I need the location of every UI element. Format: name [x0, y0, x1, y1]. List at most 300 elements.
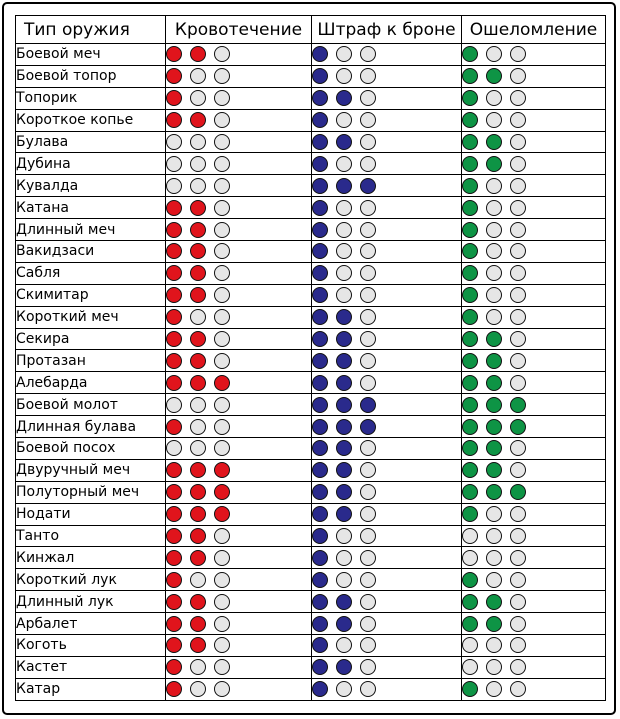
bleeding-dot-empty	[214, 178, 230, 194]
bleeding-dot-filled	[166, 222, 182, 238]
armor-penalty-dot-filled	[336, 309, 352, 325]
armor-penalty-rating	[312, 547, 462, 569]
armor-penalty-dot-filled	[312, 528, 328, 544]
bleeding-dot-empty	[214, 90, 230, 106]
bleeding-dot-empty	[190, 309, 206, 325]
bleeding-dot-filled	[190, 637, 206, 653]
armor-penalty-dot-empty	[336, 112, 352, 128]
bleeding-dot-filled	[166, 616, 182, 632]
weapon-name: Боевой посох	[16, 438, 166, 460]
stun-rating	[462, 65, 606, 87]
bleeding-dot-filled	[190, 265, 206, 281]
bleeding-dot-empty	[214, 659, 230, 675]
stun-dot-filled	[462, 484, 478, 500]
stun-dot-filled	[462, 90, 478, 106]
weapon-name: Кинжал	[16, 547, 166, 569]
bleeding-rating	[166, 175, 312, 197]
stun-dot-empty	[486, 681, 502, 697]
stun-dot-filled	[462, 331, 478, 347]
armor-penalty-dot-empty	[360, 440, 376, 456]
bleeding-dot-empty	[190, 440, 206, 456]
weapon-name: Короткое копье	[16, 109, 166, 131]
stun-rating	[462, 416, 606, 438]
weapon-name: Полуторный меч	[16, 481, 166, 503]
armor-penalty-dot-empty	[336, 572, 352, 588]
weapon-name: Коготь	[16, 635, 166, 657]
armor-penalty-dot-empty	[360, 243, 376, 259]
armor-penalty-dot-filled	[312, 550, 328, 566]
bleeding-dot-empty	[190, 572, 206, 588]
armor-penalty-rating	[312, 197, 462, 219]
stun-dot-empty	[486, 243, 502, 259]
bleeding-dot-empty	[214, 616, 230, 632]
weapon-name: Короткий лук	[16, 569, 166, 591]
table-row	[16, 284, 606, 306]
stun-dot-empty	[510, 616, 526, 632]
weapon-name: Сабля	[16, 262, 166, 284]
armor-penalty-rating	[312, 219, 462, 241]
stun-dot-empty	[510, 265, 526, 281]
weapon-name: Булава	[16, 131, 166, 153]
stun-dot-filled	[486, 462, 502, 478]
stun-dot-filled	[462, 419, 478, 435]
armor-penalty-rating	[312, 350, 462, 372]
bleeding-rating	[166, 525, 312, 547]
stun-dot-empty	[486, 200, 502, 216]
stun-dot-empty	[510, 200, 526, 216]
weapon-name: Короткий меч	[16, 306, 166, 328]
stun-dot-filled	[510, 484, 526, 500]
stun-dot-empty	[510, 506, 526, 522]
armor-penalty-dot-filled	[312, 156, 328, 172]
bleeding-dot-empty	[166, 134, 182, 150]
header-armor-penalty: Штраф к броне	[312, 16, 462, 44]
bleeding-dot-empty	[214, 528, 230, 544]
armor-penalty-rating	[312, 416, 462, 438]
stun-dot-filled	[486, 331, 502, 347]
bleeding-dot-empty	[214, 331, 230, 347]
bleeding-dot-filled	[166, 46, 182, 62]
bleeding-dot-empty	[214, 550, 230, 566]
bleeding-rating	[166, 569, 312, 591]
bleeding-dot-filled	[190, 287, 206, 303]
bleeding-dot-empty	[166, 397, 182, 413]
armor-penalty-rating	[312, 613, 462, 635]
stun-rating	[462, 569, 606, 591]
stun-dot-empty	[486, 528, 502, 544]
bleeding-dot-empty	[214, 594, 230, 610]
stun-rating	[462, 306, 606, 328]
bleeding-dot-filled	[190, 506, 206, 522]
stun-dot-empty	[510, 178, 526, 194]
bleeding-dot-filled	[166, 659, 182, 675]
stun-dot-empty	[510, 594, 526, 610]
bleeding-dot-filled	[166, 243, 182, 259]
stun-rating	[462, 153, 606, 175]
weapon-name: Танто	[16, 525, 166, 547]
armor-penalty-dot-filled	[312, 594, 328, 610]
armor-penalty-dot-filled	[336, 134, 352, 150]
bleeding-dot-filled	[214, 506, 230, 522]
stun-dot-filled	[462, 156, 478, 172]
bleeding-rating	[166, 306, 312, 328]
table-row	[16, 44, 606, 66]
stun-dot-empty	[486, 287, 502, 303]
armor-penalty-rating	[312, 262, 462, 284]
bleeding-rating	[166, 591, 312, 613]
armor-penalty-dot-filled	[336, 594, 352, 610]
bleeding-rating	[166, 416, 312, 438]
armor-penalty-dot-empty	[360, 616, 376, 632]
stun-dot-empty	[510, 462, 526, 478]
bleeding-dot-empty	[190, 681, 206, 697]
stun-dot-filled	[462, 46, 478, 62]
armor-penalty-dot-filled	[360, 419, 376, 435]
header-bleeding: Кровотечение	[166, 16, 312, 44]
weapon-name: Катана	[16, 197, 166, 219]
armor-penalty-dot-filled	[336, 616, 352, 632]
armor-penalty-dot-empty	[336, 243, 352, 259]
stun-dot-filled	[462, 616, 478, 632]
bleeding-rating	[166, 438, 312, 460]
weapon-name: Длинный лук	[16, 591, 166, 613]
table-row	[16, 394, 606, 416]
stun-dot-filled	[462, 200, 478, 216]
bleeding-rating	[166, 87, 312, 109]
armor-penalty-dot-filled	[336, 90, 352, 106]
table-row	[16, 197, 606, 219]
stun-rating	[462, 481, 606, 503]
stun-dot-empty	[486, 112, 502, 128]
stun-dot-empty	[510, 46, 526, 62]
armor-penalty-dot-empty	[360, 550, 376, 566]
table-row	[16, 241, 606, 263]
stun-dot-empty	[462, 637, 478, 653]
bleeding-dot-empty	[214, 287, 230, 303]
bleeding-dot-filled	[190, 484, 206, 500]
bleeding-dot-filled	[190, 331, 206, 347]
bleeding-dot-filled	[166, 506, 182, 522]
stun-dot-filled	[462, 134, 478, 150]
stun-dot-filled	[510, 419, 526, 435]
weapon-name: Кувалда	[16, 175, 166, 197]
bleeding-dot-empty	[190, 178, 206, 194]
armor-penalty-dot-filled	[312, 200, 328, 216]
armor-penalty-dot-empty	[336, 528, 352, 544]
bleeding-dot-empty	[166, 156, 182, 172]
weapon-name: Скимитар	[16, 284, 166, 306]
armor-penalty-dot-empty	[360, 462, 376, 478]
bleeding-dot-filled	[190, 594, 206, 610]
stun-dot-empty	[462, 528, 478, 544]
bleeding-dot-filled	[214, 375, 230, 391]
bleeding-dot-filled	[190, 46, 206, 62]
armor-penalty-rating	[312, 306, 462, 328]
weapon-name: Вакидзаси	[16, 241, 166, 263]
stun-rating	[462, 394, 606, 416]
stun-dot-filled	[486, 440, 502, 456]
stun-rating	[462, 547, 606, 569]
table-row	[16, 569, 606, 591]
stun-dot-filled	[486, 375, 502, 391]
table-body	[16, 44, 606, 701]
stun-rating	[462, 350, 606, 372]
stun-dot-empty	[510, 637, 526, 653]
weapon-name: Длинная булава	[16, 416, 166, 438]
stun-dot-empty	[486, 309, 502, 325]
stun-rating	[462, 284, 606, 306]
stun-dot-empty	[510, 90, 526, 106]
stun-dot-empty	[510, 243, 526, 259]
stun-dot-empty	[510, 572, 526, 588]
bleeding-rating	[166, 678, 312, 700]
armor-penalty-dot-filled	[312, 419, 328, 435]
weapon-name: Боевой меч	[16, 44, 166, 66]
bleeding-rating	[166, 131, 312, 153]
armor-penalty-rating	[312, 328, 462, 350]
bleeding-dot-filled	[190, 353, 206, 369]
armor-penalty-rating	[312, 153, 462, 175]
stun-dot-empty	[510, 659, 526, 675]
stun-rating	[462, 197, 606, 219]
stun-dot-filled	[462, 353, 478, 369]
weapon-name: Дубина	[16, 153, 166, 175]
stun-rating	[462, 219, 606, 241]
stun-rating	[462, 635, 606, 657]
weapon-name: Арбалет	[16, 613, 166, 635]
bleeding-dot-filled	[214, 462, 230, 478]
armor-penalty-dot-empty	[336, 287, 352, 303]
table-row	[16, 350, 606, 372]
armor-penalty-dot-filled	[312, 265, 328, 281]
armor-penalty-rating	[312, 65, 462, 87]
armor-penalty-rating	[312, 525, 462, 547]
armor-penalty-dot-filled	[336, 353, 352, 369]
bleeding-dot-empty	[214, 112, 230, 128]
table-row	[16, 65, 606, 87]
header-row	[16, 16, 606, 44]
stun-dot-filled	[462, 397, 478, 413]
bleeding-dot-empty	[214, 134, 230, 150]
armor-penalty-dot-filled	[312, 397, 328, 413]
weapon-name: Кастет	[16, 656, 166, 678]
bleeding-rating	[166, 503, 312, 525]
table-row	[16, 438, 606, 460]
bleeding-dot-filled	[166, 528, 182, 544]
armor-penalty-dot-empty	[360, 200, 376, 216]
armor-penalty-dot-empty	[336, 637, 352, 653]
bleeding-dot-empty	[214, 243, 230, 259]
stun-dot-filled	[486, 616, 502, 632]
stun-dot-filled	[462, 222, 478, 238]
bleeding-rating	[166, 656, 312, 678]
stun-dot-empty	[510, 112, 526, 128]
armor-penalty-dot-empty	[336, 681, 352, 697]
bleeding-dot-filled	[166, 200, 182, 216]
bleeding-dot-filled	[166, 90, 182, 106]
stun-rating	[462, 656, 606, 678]
armor-penalty-dot-filled	[336, 462, 352, 478]
table-row	[16, 525, 606, 547]
table-row	[16, 547, 606, 569]
stun-dot-empty	[486, 265, 502, 281]
bleeding-dot-empty	[214, 222, 230, 238]
armor-penalty-dot-filled	[312, 506, 328, 522]
stun-dot-empty	[486, 90, 502, 106]
armor-penalty-dot-filled	[312, 90, 328, 106]
bleeding-dot-empty	[190, 397, 206, 413]
armor-penalty-dot-empty	[360, 681, 376, 697]
bleeding-dot-filled	[190, 462, 206, 478]
bleeding-dot-filled	[166, 681, 182, 697]
table-row	[16, 306, 606, 328]
bleeding-dot-filled	[190, 222, 206, 238]
bleeding-dot-empty	[214, 419, 230, 435]
armor-penalty-dot-filled	[312, 46, 328, 62]
stun-dot-empty	[510, 134, 526, 150]
armor-penalty-rating	[312, 481, 462, 503]
weapon-name: Боевой молот	[16, 394, 166, 416]
armor-penalty-rating	[312, 438, 462, 460]
bleeding-dot-filled	[190, 616, 206, 632]
armor-penalty-dot-filled	[312, 616, 328, 632]
armor-penalty-dot-filled	[336, 375, 352, 391]
bleeding-dot-filled	[190, 375, 206, 391]
armor-penalty-rating	[312, 591, 462, 613]
weapon-name: Протазан	[16, 350, 166, 372]
bleeding-dot-filled	[166, 572, 182, 588]
bleeding-dot-filled	[166, 287, 182, 303]
armor-penalty-dot-filled	[360, 178, 376, 194]
armor-penalty-dot-empty	[360, 572, 376, 588]
stun-dot-empty	[486, 506, 502, 522]
stun-dot-filled	[486, 484, 502, 500]
bleeding-rating	[166, 44, 312, 66]
stun-dot-empty	[510, 550, 526, 566]
stun-rating	[462, 525, 606, 547]
table-row	[16, 262, 606, 284]
stun-dot-empty	[510, 156, 526, 172]
stun-dot-filled	[486, 397, 502, 413]
armor-penalty-dot-empty	[336, 46, 352, 62]
table-row	[16, 328, 606, 350]
bleeding-dot-empty	[214, 681, 230, 697]
stun-rating	[462, 109, 606, 131]
armor-penalty-rating	[312, 241, 462, 263]
armor-penalty-dot-empty	[336, 68, 352, 84]
table-row	[16, 459, 606, 481]
armor-penalty-dot-empty	[360, 637, 376, 653]
bleeding-dot-filled	[166, 637, 182, 653]
table-row	[16, 503, 606, 525]
armor-penalty-dot-empty	[360, 156, 376, 172]
stun-dot-empty	[486, 637, 502, 653]
bleeding-rating	[166, 153, 312, 175]
armor-penalty-dot-empty	[360, 353, 376, 369]
header-stun: Ошеломление	[462, 16, 606, 44]
stun-dot-empty	[486, 178, 502, 194]
bleeding-rating	[166, 372, 312, 394]
armor-penalty-dot-empty	[360, 528, 376, 544]
armor-penalty-dot-filled	[312, 572, 328, 588]
bleeding-rating	[166, 394, 312, 416]
armor-penalty-dot-filled	[312, 309, 328, 325]
bleeding-dot-empty	[190, 419, 206, 435]
bleeding-rating	[166, 109, 312, 131]
stun-dot-empty	[510, 528, 526, 544]
bleeding-dot-filled	[166, 309, 182, 325]
stun-dot-filled	[462, 243, 478, 259]
bleeding-dot-empty	[214, 156, 230, 172]
bleeding-dot-filled	[166, 462, 182, 478]
armor-penalty-rating	[312, 503, 462, 525]
bleeding-dot-filled	[190, 243, 206, 259]
table-row	[16, 131, 606, 153]
bleeding-rating	[166, 547, 312, 569]
bleeding-dot-empty	[166, 178, 182, 194]
stun-rating	[462, 262, 606, 284]
bleeding-dot-empty	[214, 309, 230, 325]
bleeding-dot-empty	[214, 353, 230, 369]
stun-dot-empty	[486, 572, 502, 588]
stun-dot-filled	[486, 594, 502, 610]
stun-dot-empty	[510, 222, 526, 238]
stun-dot-empty	[510, 681, 526, 697]
weapon-name: Двуручный меч	[16, 459, 166, 481]
armor-penalty-dot-filled	[312, 287, 328, 303]
armor-penalty-dot-empty	[360, 46, 376, 62]
bleeding-dot-filled	[214, 484, 230, 500]
stun-dot-filled	[510, 397, 526, 413]
armor-penalty-dot-empty	[360, 265, 376, 281]
armor-penalty-rating	[312, 656, 462, 678]
armor-penalty-dot-empty	[360, 375, 376, 391]
stun-dot-filled	[462, 68, 478, 84]
table-row	[16, 481, 606, 503]
stun-dot-empty	[510, 440, 526, 456]
bleeding-dot-filled	[166, 68, 182, 84]
bleeding-dot-empty	[214, 440, 230, 456]
stun-rating	[462, 678, 606, 700]
armor-penalty-dot-filled	[312, 440, 328, 456]
stun-rating	[462, 44, 606, 66]
armor-penalty-dot-empty	[360, 112, 376, 128]
stun-dot-filled	[462, 287, 478, 303]
stun-dot-empty	[486, 222, 502, 238]
stun-rating	[462, 613, 606, 635]
armor-penalty-dot-empty	[360, 484, 376, 500]
bleeding-dot-filled	[166, 594, 182, 610]
armor-penalty-dot-empty	[360, 287, 376, 303]
armor-penalty-dot-filled	[312, 353, 328, 369]
armor-penalty-rating	[312, 459, 462, 481]
armor-penalty-dot-filled	[312, 112, 328, 128]
weapon-name: Нодати	[16, 503, 166, 525]
stun-dot-filled	[462, 265, 478, 281]
table-row	[16, 416, 606, 438]
armor-penalty-dot-filled	[360, 397, 376, 413]
armor-penalty-dot-empty	[336, 265, 352, 281]
bleeding-dot-empty	[214, 397, 230, 413]
bleeding-dot-filled	[190, 528, 206, 544]
bleeding-dot-filled	[166, 419, 182, 435]
stun-dot-filled	[486, 353, 502, 369]
bleeding-rating	[166, 350, 312, 372]
bleeding-rating	[166, 459, 312, 481]
bleeding-rating	[166, 481, 312, 503]
stun-dot-filled	[486, 156, 502, 172]
stun-dot-filled	[462, 506, 478, 522]
